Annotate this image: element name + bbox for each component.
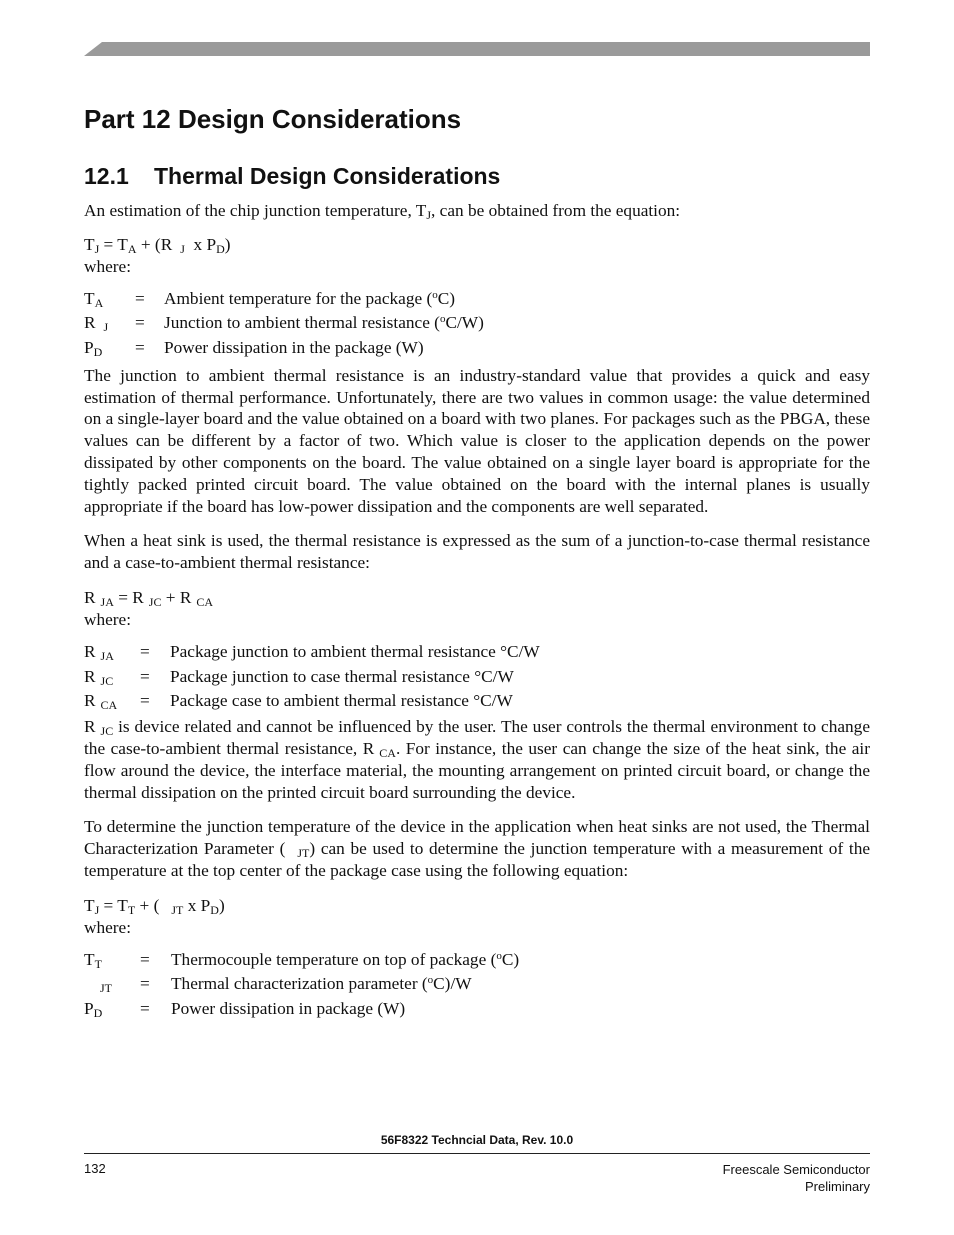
definition-row: $P_D$ = Power dissipation in the package (W) <box>84 337 424 359</box>
equation-junction-characterization: $T_J = T_T$ + ( $_{JT}$ x $P_D$) <box>84 895 225 917</box>
definition-row: R $_{JA}$ = Package junction to ambient thermal resistance °C/W <box>84 642 540 663</box>
definition-row: $_{JT}$ = Thermal characterization parameter ($^o$C)/W <box>100 974 472 996</box>
footer-divider <box>84 1153 870 1154</box>
definitions-table-3 <box>84 947 519 1021</box>
definition-row: $P_D$ = Power dissipation in package (W) <box>84 998 406 1020</box>
section-title: Thermal Design Considerations <box>154 163 501 189</box>
header-bar <box>84 42 870 56</box>
where-label: where: <box>84 256 132 276</box>
section-heading <box>84 163 500 190</box>
footer-document-title: 56F8322 Techncial Data, Rev. 10.0 <box>380 1133 574 1147</box>
paragraph-thermal-resistance: The junction to ambient thermal resistance is an industry-standard value that provides a quick and easy estimation of thermal performance. Unfortunately, there are two values in common usage: the value determined on a single-layer board and the value obtained on a board with two planes. For packages such as the PBGA, these values can be different by a factor of two. Which value is closer to the application depends on the power dissipated by other components on the board. The value obtained on a single layer board is appropriate for the tightly packed printed circuit board. The value obtained on the board with the internal planes is usually appropriate if the board has low-power dissipation and the components are well separated. <box>84 365 870 516</box>
definition-row: R $_{JC}$ = Package junction to case thermal resistance °C/W <box>84 666 514 688</box>
where-label: where: <box>84 917 132 937</box>
footer-company <box>723 1161 870 1195</box>
definition-row: $T_A$ = Ambient temperature for the package ($^o$C) <box>84 288 455 310</box>
document-status: Preliminary <box>804 1179 870 1194</box>
definition-row: R $_{CA}$ = Package case to ambient thermal resistance °C/W <box>84 691 513 712</box>
paragraph-rjc: R $_{JC}$ is device related and cannot be influenced by the user. The user controls the thermal environment to change the case-to-ambient thermal resistance, R $_{CA}$. For instance, the user can change the size of the heat sink, the air flow around the device, the interface material, the mounting arrangement on printed circuit board, or change the thermal dissipation on the printed circuit board surrounding the device. <box>84 717 870 802</box>
definitions-table-1 <box>84 286 484 360</box>
section-number: 12.1 <box>84 163 129 189</box>
company-name: Freescale Semiconductor <box>722 1162 870 1177</box>
equation-junction-temperature: $T_J = T_A + (R$ $_J$ x $P_D$) <box>84 234 231 256</box>
where-label: where: <box>84 609 132 629</box>
intro-paragraph: An estimation of the chip junction temperature, $T_J$, can be obtained from the equation: <box>84 201 681 222</box>
body-text <box>84 200 870 1021</box>
part-title: Part 12 Design Considerations <box>84 104 462 134</box>
paragraph-characterization: To determine the junction temperature of the device in the application when heat sinks are not used, the Thermal Characterization Parameter ( $_{JT}$) can be used to determine the junction temperature with a measurement of the temperature at the top center of the package case using the following equation: <box>84 817 871 880</box>
page-number: 132 <box>84 1161 106 1176</box>
definition-row: $T_T$ = Thermocouple temperature on top of package ($^o$C) <box>84 949 520 971</box>
equation-thermal-resistance-sum: R $_{JA}$ = R $_{JC}$ + R $_{CA}$ <box>84 588 214 610</box>
definition-row: R $_J$ = Junction to ambient thermal resistance ($^o$C/W) <box>84 313 484 335</box>
definitions-table-2 <box>84 640 540 714</box>
paragraph-heat-sink: When a heat sink is used, the thermal resistance is expressed as the sum of a junction-to-case thermal resistance and a case-to-ambient thermal resistance: <box>84 531 870 573</box>
